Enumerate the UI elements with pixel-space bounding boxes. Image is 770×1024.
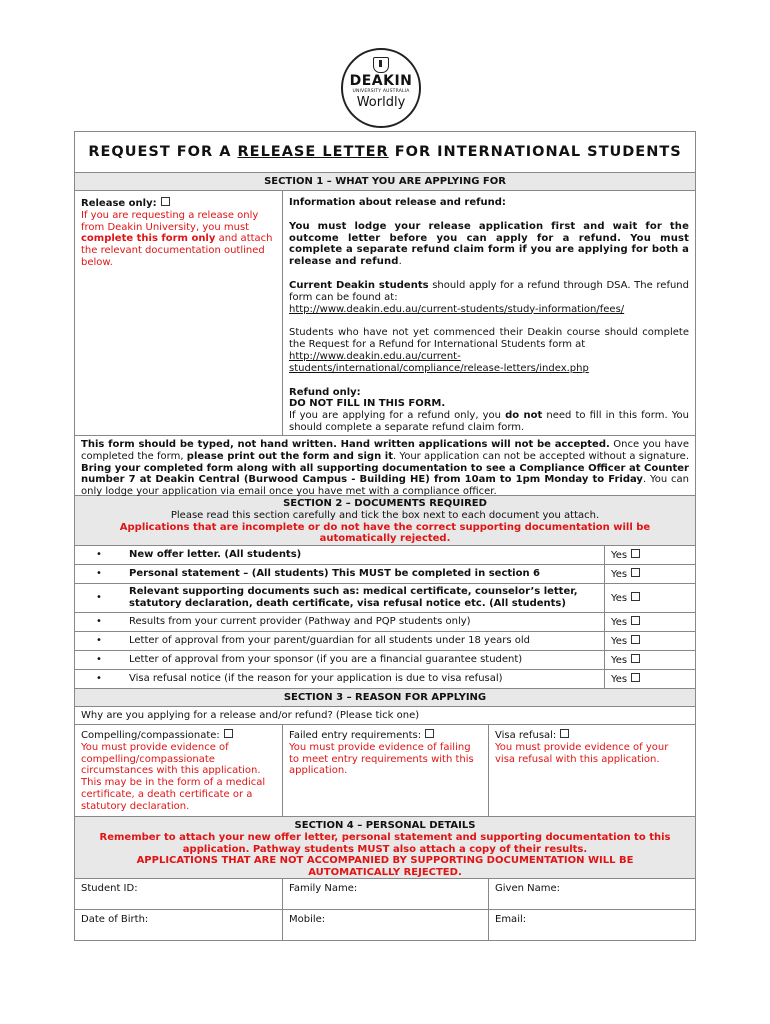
info-bold: You must lodge your release application first and wait for the outcome letter before you can apply for a refund. You must complete a separate refund claim form if you are applying for both a release and refund: [289, 220, 689, 268]
release-letters-link[interactable]: [289, 351, 589, 374]
yes-label: Yes: [611, 549, 628, 561]
document-yes: [605, 635, 695, 648]
document-row: [75, 670, 695, 689]
document-checkbox[interactable]: [631, 592, 640, 601]
yes-label: Yes: [611, 592, 628, 604]
personal-row-2: [75, 910, 695, 940]
release-only-note: [81, 210, 276, 269]
notice-t2: . Your application can not be accepted without a signature.: [392, 450, 689, 462]
info-heading: Information about release and refund:: [289, 197, 506, 208]
document-row: [75, 565, 695, 584]
yes-label: Yes: [611, 568, 628, 580]
title-underlined: RELEASE LETTER: [237, 144, 389, 160]
dob-field[interactable]: Date of Birth:: [75, 910, 283, 940]
reason-failed-entry: [283, 725, 489, 816]
logo-tagline: Worldly: [356, 95, 406, 110]
section2-heading: SECTION 2 – DOCUMENTS REQUIRED: [283, 498, 487, 509]
notice-t1: Once you have completed the form,: [81, 439, 690, 462]
document-row: [75, 613, 695, 632]
release-form: [74, 131, 696, 941]
reason-options: [75, 725, 695, 817]
yes-label: Yes: [611, 654, 628, 666]
title-pre: REQUEST FOR A: [88, 144, 238, 160]
reason-compelling: [75, 725, 283, 816]
section2-header: [75, 496, 695, 546]
bullet: •: [96, 673, 102, 684]
email-field[interactable]: Email:: [495, 914, 527, 925]
document-name: Relevant supporting documents such as: medical certificate, counselor’s letter, statutory declaration, death certificate, visa refusal notice etc. (All students): [123, 584, 605, 612]
document-checkbox[interactable]: [631, 673, 640, 682]
logo-subtitle: UNIVERSITY AUSTRALIA: [352, 89, 410, 94]
section4-heading: SECTION 4 – PERSONAL DETAILS: [294, 820, 476, 831]
document-checkbox[interactable]: [631, 549, 640, 558]
release-info-cell: [283, 191, 695, 435]
current-students-link[interactable]: http://www.deakin.edu.au/current-students/study-information/fees/: [289, 303, 625, 315]
logo-name: DEAKIN: [349, 73, 413, 89]
document-checkbox[interactable]: [631, 654, 640, 663]
document-row: [75, 546, 695, 565]
release-only-cell: [75, 191, 283, 435]
document-yes: [605, 673, 695, 686]
notice-b1: This form should be typed, not hand written. Hand written applications will not be accepted.: [81, 439, 610, 450]
section2-instructions: Please read this section carefully and tick the box next to each document you attach.: [170, 509, 600, 521]
bullet: •: [96, 549, 102, 560]
yes-label: Yes: [611, 673, 628, 685]
mobile-field[interactable]: Mobile:: [283, 910, 489, 940]
document-yes: [605, 654, 695, 667]
release-note-pre: If you are requesting a release only from Deakin University, you must: [81, 209, 259, 233]
yes-label: Yes: [611, 635, 628, 647]
personal-row-1: [75, 879, 695, 910]
given-name-field[interactable]: Given Name:: [495, 883, 560, 894]
document-name: Results from your current provider (Pathway and PQP students only): [123, 613, 605, 631]
document-row: [75, 651, 695, 670]
document-yes: [605, 568, 695, 581]
link-part2: students/international/compliance/release-letters/index.php: [289, 362, 589, 374]
section2-warning: Applications that are incomplete or do not have the correct supporting documentation will be automatically rejected.: [119, 521, 651, 545]
failed-entry-note: You must provide evidence of failing to meet entry requirements with this application.: [289, 741, 474, 777]
release-only-label: Release only:: [81, 198, 157, 209]
failed-entry-checkbox[interactable]: [425, 729, 434, 738]
document-name: Personal statement – (All students) This MUST be completed in section 6: [123, 565, 605, 583]
not-commenced-paragraph: [289, 327, 689, 374]
refund-sub: DO NOT FILL IN THIS FORM.: [289, 398, 446, 410]
document-checkbox[interactable]: [631, 616, 640, 625]
deakin-logo: [341, 48, 421, 128]
family-name-field[interactable]: Family Name:: [283, 879, 489, 909]
crest-icon: [373, 57, 389, 73]
bullet: •: [96, 592, 102, 603]
document-yes: [605, 616, 695, 629]
section4-warning1: Remember to attach your new offer letter, personal statement and supporting documentation to this application. Pathway students MUST also attach a copy of their results.: [99, 831, 671, 855]
section1-body: [75, 191, 695, 436]
student-id-field[interactable]: Student ID:: [75, 879, 283, 909]
document-name: Letter of approval from your parent/guardian for all students under 18 years old: [123, 632, 605, 650]
info-paragraph: [289, 221, 689, 268]
document-row: [75, 584, 695, 613]
bullet: •: [96, 616, 102, 627]
info-end: .: [398, 256, 402, 268]
section1-heading: SECTION 1 – WHAT YOU ARE APPLYING FOR: [75, 173, 695, 191]
title-post: FOR INTERNATIONAL STUDENTS: [388, 144, 682, 160]
current-students-paragraph: [289, 280, 689, 315]
notcommenced-text: Students who have not yet commenced their Deakin course should complete the Request for a Refund for International Students form at: [289, 327, 689, 351]
link-part1: http://www.deakin.edu.au/current-: [289, 350, 461, 362]
visa-refusal-checkbox[interactable]: [560, 729, 569, 738]
notice-b2: please print out the form and sign it: [186, 450, 393, 462]
refund-only-paragraph: [289, 387, 689, 434]
section3-heading: SECTION 3 – REASON FOR APPLYING: [75, 689, 695, 707]
document-checkbox[interactable]: [631, 568, 640, 577]
document-name: Letter of approval from your sponsor (if you are a financial guarantee student): [123, 651, 605, 669]
document-name: New offer letter. (All students): [123, 546, 605, 564]
form-title: [75, 132, 695, 173]
compelling-checkbox[interactable]: [224, 729, 233, 738]
release-note-post: and attach the relevant documentation outlined below.: [81, 233, 273, 268]
refund-post: need to fill in this form. You should complete a separate refund claim form.: [289, 410, 689, 433]
release-only-checkbox[interactable]: [161, 197, 170, 206]
release-note-bold: complete this form only: [81, 233, 216, 245]
failed-entry-label: Failed entry requirements:: [289, 730, 422, 741]
refund-pre: If you are applying for a refund only, you: [289, 410, 506, 422]
visa-refusal-note: You must provide evidence of your visa refusal with this application.: [495, 741, 669, 765]
bullet: •: [96, 635, 102, 646]
bullet: •: [96, 654, 102, 665]
document-row: [75, 632, 695, 651]
document-name: Visa refusal notice (if the reason for your application is due to visa refusal): [123, 670, 605, 688]
section4-header: [75, 817, 695, 879]
notice-t3: . You can only lodge your application via email once you have met with a compliance officer.: [81, 474, 689, 498]
compelling-label: Compelling/compassionate:: [81, 730, 220, 741]
section4-warning2: APPLICATIONS THAT ARE NOT ACCOMPANIED BY SUPPORTING DOCUMENTATION WILL BE AUTOMATICALLY REJECTED.: [136, 855, 634, 879]
documents-list: [75, 546, 695, 689]
notice-b3: Bring your completed form along with all supporting documentation to see a Compliance Officer at Counter number 7 at Deakin Central (Burwood Campus - Building HE) from 10am to 1pm Monday to Friday: [81, 462, 689, 486]
current-bold: Current Deakin students: [289, 279, 429, 291]
refund-heading: Refund only:: [289, 386, 361, 398]
document-yes: [605, 549, 695, 562]
bullet: •: [96, 568, 102, 579]
visa-refusal-label: Visa refusal:: [495, 730, 557, 741]
current-text: should apply for a refund through DSA. The refund form can be found at:: [289, 279, 689, 303]
refund-bold: do not: [505, 410, 543, 422]
compelling-note: You must provide evidence of compelling/compassionate circumstances with this application. This may be in the form of a medical certificate, a death certificate or a statutory declaration.: [81, 741, 266, 812]
yes-label: Yes: [611, 616, 628, 628]
document-yes: [605, 592, 695, 605]
submission-notice: [75, 436, 695, 496]
reason-visa-refusal: [489, 725, 695, 816]
section3-question: Why are you applying for a release and/or refund? (Please tick one): [75, 707, 695, 725]
document-checkbox[interactable]: [631, 635, 640, 644]
